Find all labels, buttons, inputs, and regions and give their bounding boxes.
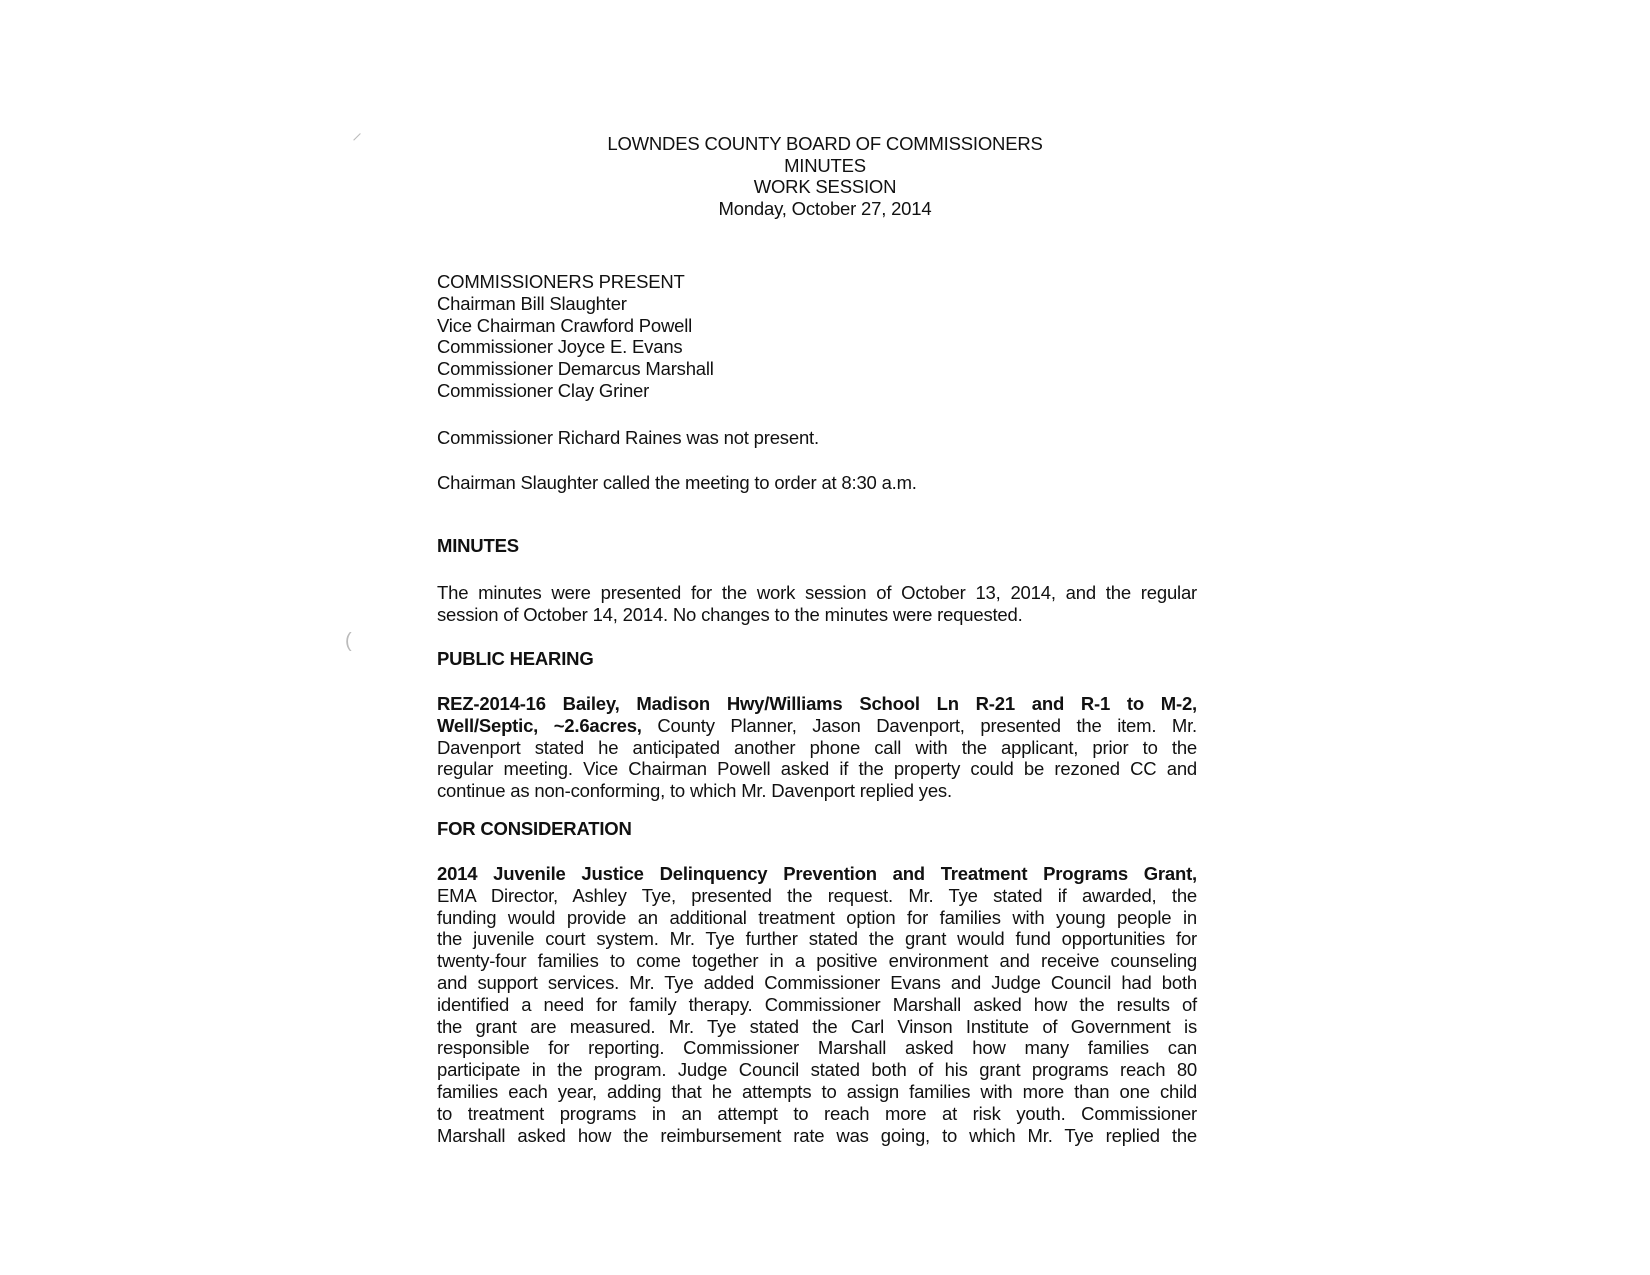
member: Commissioner Joyce E. Evans: [437, 336, 683, 358]
public-hearing-heading: [437, 648, 1197, 670]
minutes-paragraph: [437, 582, 1197, 626]
org-title: LOWNDES COUNTY BOARD OF COMMISSIONERS: [607, 133, 1043, 154]
paragraph-line: participate in the program. Judge Council stated both of his grant programs reach 80: [437, 1059, 1197, 1081]
meeting-date: Monday, October 27, 2014: [718, 197, 932, 219]
paragraph-line: and support services. Mr. Tye added Commissioner Evans and Judge Council had both: [437, 971, 1197, 993]
minutes-heading: [437, 535, 1197, 557]
member: Vice Chairman Crawford Powell: [437, 314, 693, 336]
paragraph-line: identified a need for family therapy. Commissioner Marshall asked how the results of: [437, 993, 1197, 1015]
member: Chairman Bill Slaughter: [437, 292, 627, 314]
member: Commissioner Demarcus Marshall: [437, 358, 714, 380]
member: Commissioner Clay Griner: [437, 379, 650, 401]
paragraph-line: Marshall asked how the reimbursement rate was going, to which Mr. Tye replied the: [437, 1124, 1197, 1146]
paragraph-line: regular meeting. Vice Chairman Powell asked if the property could be rezoned CC and: [437, 758, 1197, 780]
call-to-order: [437, 472, 1197, 494]
attendance-list: [437, 271, 1197, 402]
paragraph-line: The minutes were presented for the work session of October 13, 2014, and the regular: [437, 582, 1197, 603]
paragraph-line: session of October 14, 2014. No changes to the minutes were requested.: [437, 603, 1023, 625]
paragraph-text: County Planner, Jason Davenport, presented the item. Mr.: [641, 714, 1197, 736]
document-header: [560, 133, 1090, 219]
paragraph-line: families each year, adding that he attempts to assign families with more than one child: [437, 1080, 1197, 1102]
section-heading: MINUTES: [437, 535, 519, 556]
section-heading: FOR CONSIDERATION: [437, 818, 632, 839]
attendance-heading: COMMISSIONERS PRESENT: [437, 271, 685, 292]
section-heading: PUBLIC HEARING: [437, 648, 594, 669]
item-title: 2014 Juvenile Justice Delinquency Prevention and Treatment Programs Grant,: [437, 863, 1197, 884]
paragraph-line: continue as non-conforming, to which Mr. Davenport replied yes.: [437, 780, 952, 802]
call-to-order-text: Chairman Slaughter called the meeting to order at 8:30 a.m.: [437, 472, 917, 493]
absent-text: Commissioner Richard Raines was not present.: [437, 427, 819, 448]
public-hearing-paragraph: [437, 693, 1197, 802]
for-consideration-paragraph: [437, 863, 1197, 1146]
scan-mark: (: [345, 630, 352, 652]
paragraph-line: EMA Director, Ashley Tye, presented the request. Mr. Tye stated if awarded, the: [437, 884, 1197, 906]
paragraph-line: the grant are measured. Mr. Tye stated the Carl Vinson Institute of Government is: [437, 1015, 1197, 1037]
for-consideration-heading: [437, 818, 1197, 840]
item-title: REZ-2014-16 Bailey, Madison Hwy/Williams School Ln R-21 and R-1 to M-2,: [437, 693, 1197, 714]
absent-note: [437, 427, 1197, 449]
doc-type: MINUTES: [784, 154, 866, 176]
scan-mark: ⸝: [352, 122, 362, 144]
item-title-cont: Well/Septic, ~2.6acres,: [437, 714, 642, 736]
paragraph-line: Davenport stated he anticipated another phone call with the applicant, prior to the: [437, 736, 1197, 758]
paragraph-line: twenty-four families to come together in a positive environment and receive counseling: [437, 950, 1197, 972]
paragraph-line: the juvenile court system. Mr. Tye further stated the grant would fund opportunities for: [437, 928, 1197, 950]
paragraph-line: funding would provide an additional treatment option for families with young people in: [437, 906, 1197, 928]
paragraph-line: responsible for reporting. Commissioner Marshall asked how many families can: [437, 1037, 1197, 1059]
session-type: WORK SESSION: [753, 176, 897, 197]
paragraph-line: to treatment programs in an attempt to reach more at risk youth. Commissioner: [437, 1102, 1197, 1124]
